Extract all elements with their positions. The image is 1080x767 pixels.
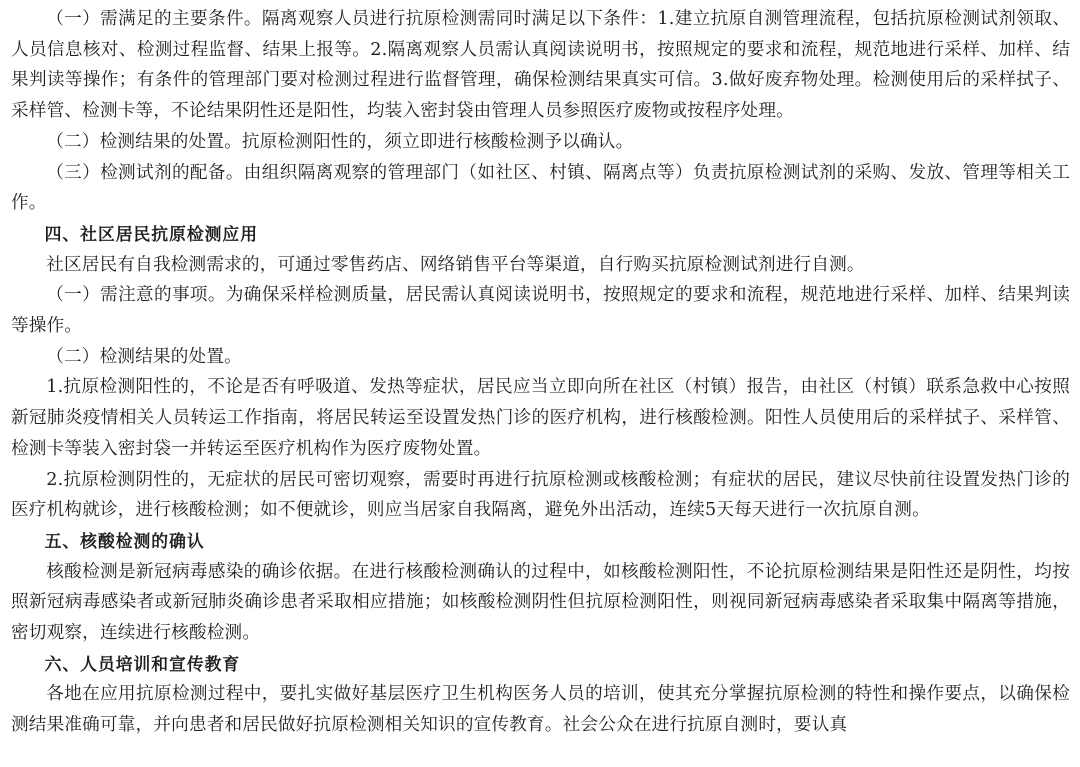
paragraph-positive-result: 1.抗原检测阳性的，不论是否有呼吸道、发热等症状，居民应当立即向所在社区（村镇）报告，由社区（村镇）联系急救中心按照新冠肺炎疫情相关人员转运工作指南，将居民转运至设置发热门诊的医疗机构，进行核酸检测。阳性人员使用后的采样拭子、采样管、检测卡等装入密封袋一并转运至医疗机构作为医疗废物处置。 — [11, 377, 1070, 459]
paragraph-result-handling-2: （二）检测结果的处置。 — [46, 346, 242, 367]
section-heading-training-education: 六、人员培训和宣传教育 — [44, 653, 241, 674]
paragraph-community-intro: 社区居民有自我检测需求的，可通过零售药店、网络销售平台等渠道，自行购买抗原检测试剂进行自测。 — [46, 254, 865, 275]
paragraph-notes: （一）需注意的事项。为确保采样检测质量，居民需认真阅读说明书，按照规定的要求和流程，规范地进行采样、加样、结果判读等操作。 — [11, 285, 1070, 337]
paragraph-nucleic-confirmation: 核酸检测是新冠病毒感染的确诊依据。在进行核酸检测确认的过程中，如核酸检测阳性，不论抗原检测结果是阳性还是阴性，均按照新冠病毒感染者或新冠肺炎确诊患者采取相应措施；如核酸检测阴性但抗原检测阳性，则视同新冠病毒感染者采取集中隔离等措施，密切观察，连续进行核酸检测。 — [11, 561, 1070, 644]
section-heading-community-residents: 四、社区居民抗原检测应用 — [44, 223, 258, 244]
section-heading-nucleic-confirmation: 五、核酸检测的确认 — [44, 530, 205, 551]
paragraph-result-handling: （二）检测结果的处置。抗原检测阳性的，须立即进行核酸检测予以确认。 — [46, 131, 634, 152]
paragraph-main-conditions: （一）需满足的主要条件。隔离观察人员进行抗原检测需同时满足以下条件：1.建立抗原自测管理流程，包括抗原检测试剂领取、人员信息核对、检测过程监督、结果上报等。2.隔离观察人员需认真阅读说明书，按照规定的要求和流程，规范地进行采样、加样、结果判读等操作；有条件的管理部门要对检测过程进行监督管理，确保检测结果真实可信。3.做好废弃物处理。检测使用后的采样拭子、采样管、检测卡等，不论结果阴性还是阳性，均装入密封袋由管理人员参照医疗废物或按程序处理。 — [11, 9, 1070, 122]
paragraph-reagent-supply: （三）检测试剂的配备。由组织隔离观察的管理部门（如社区、村镇、隔离点等）负责抗原检测试剂的采购、发放、管理等相关工作。 — [11, 162, 1070, 214]
paragraph-negative-result: 2.抗原检测阴性的，无症状的居民可密切观察，需要时再进行抗原检测或核酸检测；有症状的居民，建议尽快前往设置发热门诊的医疗机构就诊，进行核酸检测；如不便就诊，则应当居家自我隔离，避免外出活动，连续5天每天进行一次抗原自测。 — [11, 469, 1070, 521]
paragraph-training-education: 各地在应用抗原检测过程中，要扎实做好基层医疗卫生机构医务人员的培训，使其充分掌握抗原检测的特性和操作要点，以确保检测结果准确可靠，并向患者和居民做好抗原检测相关知识的宣传教育。社会公众在进行抗原自测时，要认真 — [11, 684, 1070, 736]
